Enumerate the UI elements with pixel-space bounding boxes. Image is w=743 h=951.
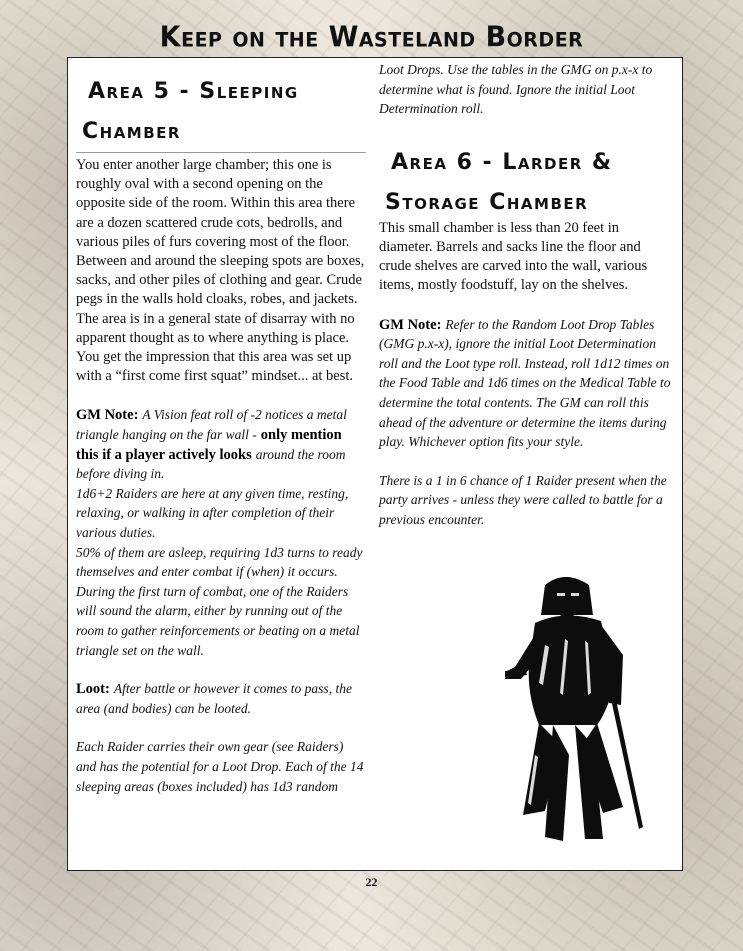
area-5-loot xyxy=(76,679,366,718)
raiders-asleep-text: 50% of them are asleep, requiring 1d3 turns to ready themselves and enter combat if (when) it occurs. xyxy=(76,544,363,580)
heading-divider xyxy=(76,152,366,153)
raider-illustration xyxy=(505,575,650,845)
gm-note-label: GM Note: xyxy=(76,407,139,424)
area-6-heading-line2: Storage Chamber xyxy=(385,189,589,215)
gm-note-bold-text: only mention this if a player actively looks xyxy=(76,427,342,463)
area-5-heading-line1: Area 5 - Sleeping xyxy=(88,79,299,104)
right-column xyxy=(379,58,675,530)
gm-note-text-end: around the room before diving in. xyxy=(76,446,346,482)
raiders-present-text: 1d6+2 Raiders are here at any given time, resting, relaxing, or walking in after completion of their various duties. xyxy=(76,485,349,540)
page-number: 22 xyxy=(365,875,378,889)
area-6-heading xyxy=(379,143,675,223)
area-5-heading xyxy=(76,72,366,152)
area-6-gm-note xyxy=(379,315,675,452)
loot-label: Loot: xyxy=(76,681,110,698)
area-6-description: This small chamber is less than 20 feet in diameter. Barrels and sacks line the floor and crude shelves are carved into the wall, various items, mostly foodstuff, lay on the shelves. xyxy=(379,219,648,294)
raider-chance-text: There is a 1 in 6 chance of 1 Raider present when the party arrives - unless they were called to battle for a previous encounter. xyxy=(379,472,667,527)
gm-note-text: Refer to the Random Loot Drop Tables (GMG p.x-x), ignore the initial Loot Determination roll and the Loot type roll. Instead, roll 1d12 times on the Food Table and 1d6 times on the Medical Table to determine the total contents. The GM can roll this ahead of the adventure or determine the items during play. Whichever option fits your style. xyxy=(379,316,671,450)
alarm-text: During the first turn of combat, one of the Raiders will sound the alarm, either by running out of the room to gather reinforcements or beating on a metal triangle set on the wall. xyxy=(76,583,360,658)
area-5-gm-note xyxy=(76,405,366,483)
left-column xyxy=(76,58,366,796)
gm-note-label: GM Note: xyxy=(379,316,442,333)
area-5-description: You enter another large chamber; this one is roughly oval with a second opening on the opposite side of the room. Within this area there are a dozen scattered crude cots, bedrolls, and various piles of furs covering most of the floor. Between and around the sleeping spots are boxes, sacks, and other piles of clothing and gear. Crude pegs in the walls hold cloaks, robes, and jackets. The area is in a general state of disarray with no apparent thought as to where anything is place. You get the impression that this area was set up with a “first come first squat” mindset... at best. xyxy=(76,157,365,385)
area-6-heading-line1: Area 6 - Larder & xyxy=(391,149,613,175)
area-5-heading-line2: Chamber xyxy=(82,119,181,144)
loot-text: After battle or however it comes to pass, the area (and bodies) can be looted. xyxy=(76,681,352,716)
area-5-continued-text: Loot Drops. Use the tables in the GMG on p.x-x to determine what is found. Ignore the initial Loot Determination roll. xyxy=(379,62,653,117)
page-title: Keep on the Wasteland Border xyxy=(159,21,584,54)
gm-note-text: A Vision feat roll of -2 notices a metal triangle hanging on the far wall - xyxy=(76,407,347,443)
raider-gear-text: Each Raider carries their own gear (see Raiders) and has the potential for a Loot Drop. Each of the 14 sleeping areas (boxes included) has 1d3 random xyxy=(76,739,364,794)
